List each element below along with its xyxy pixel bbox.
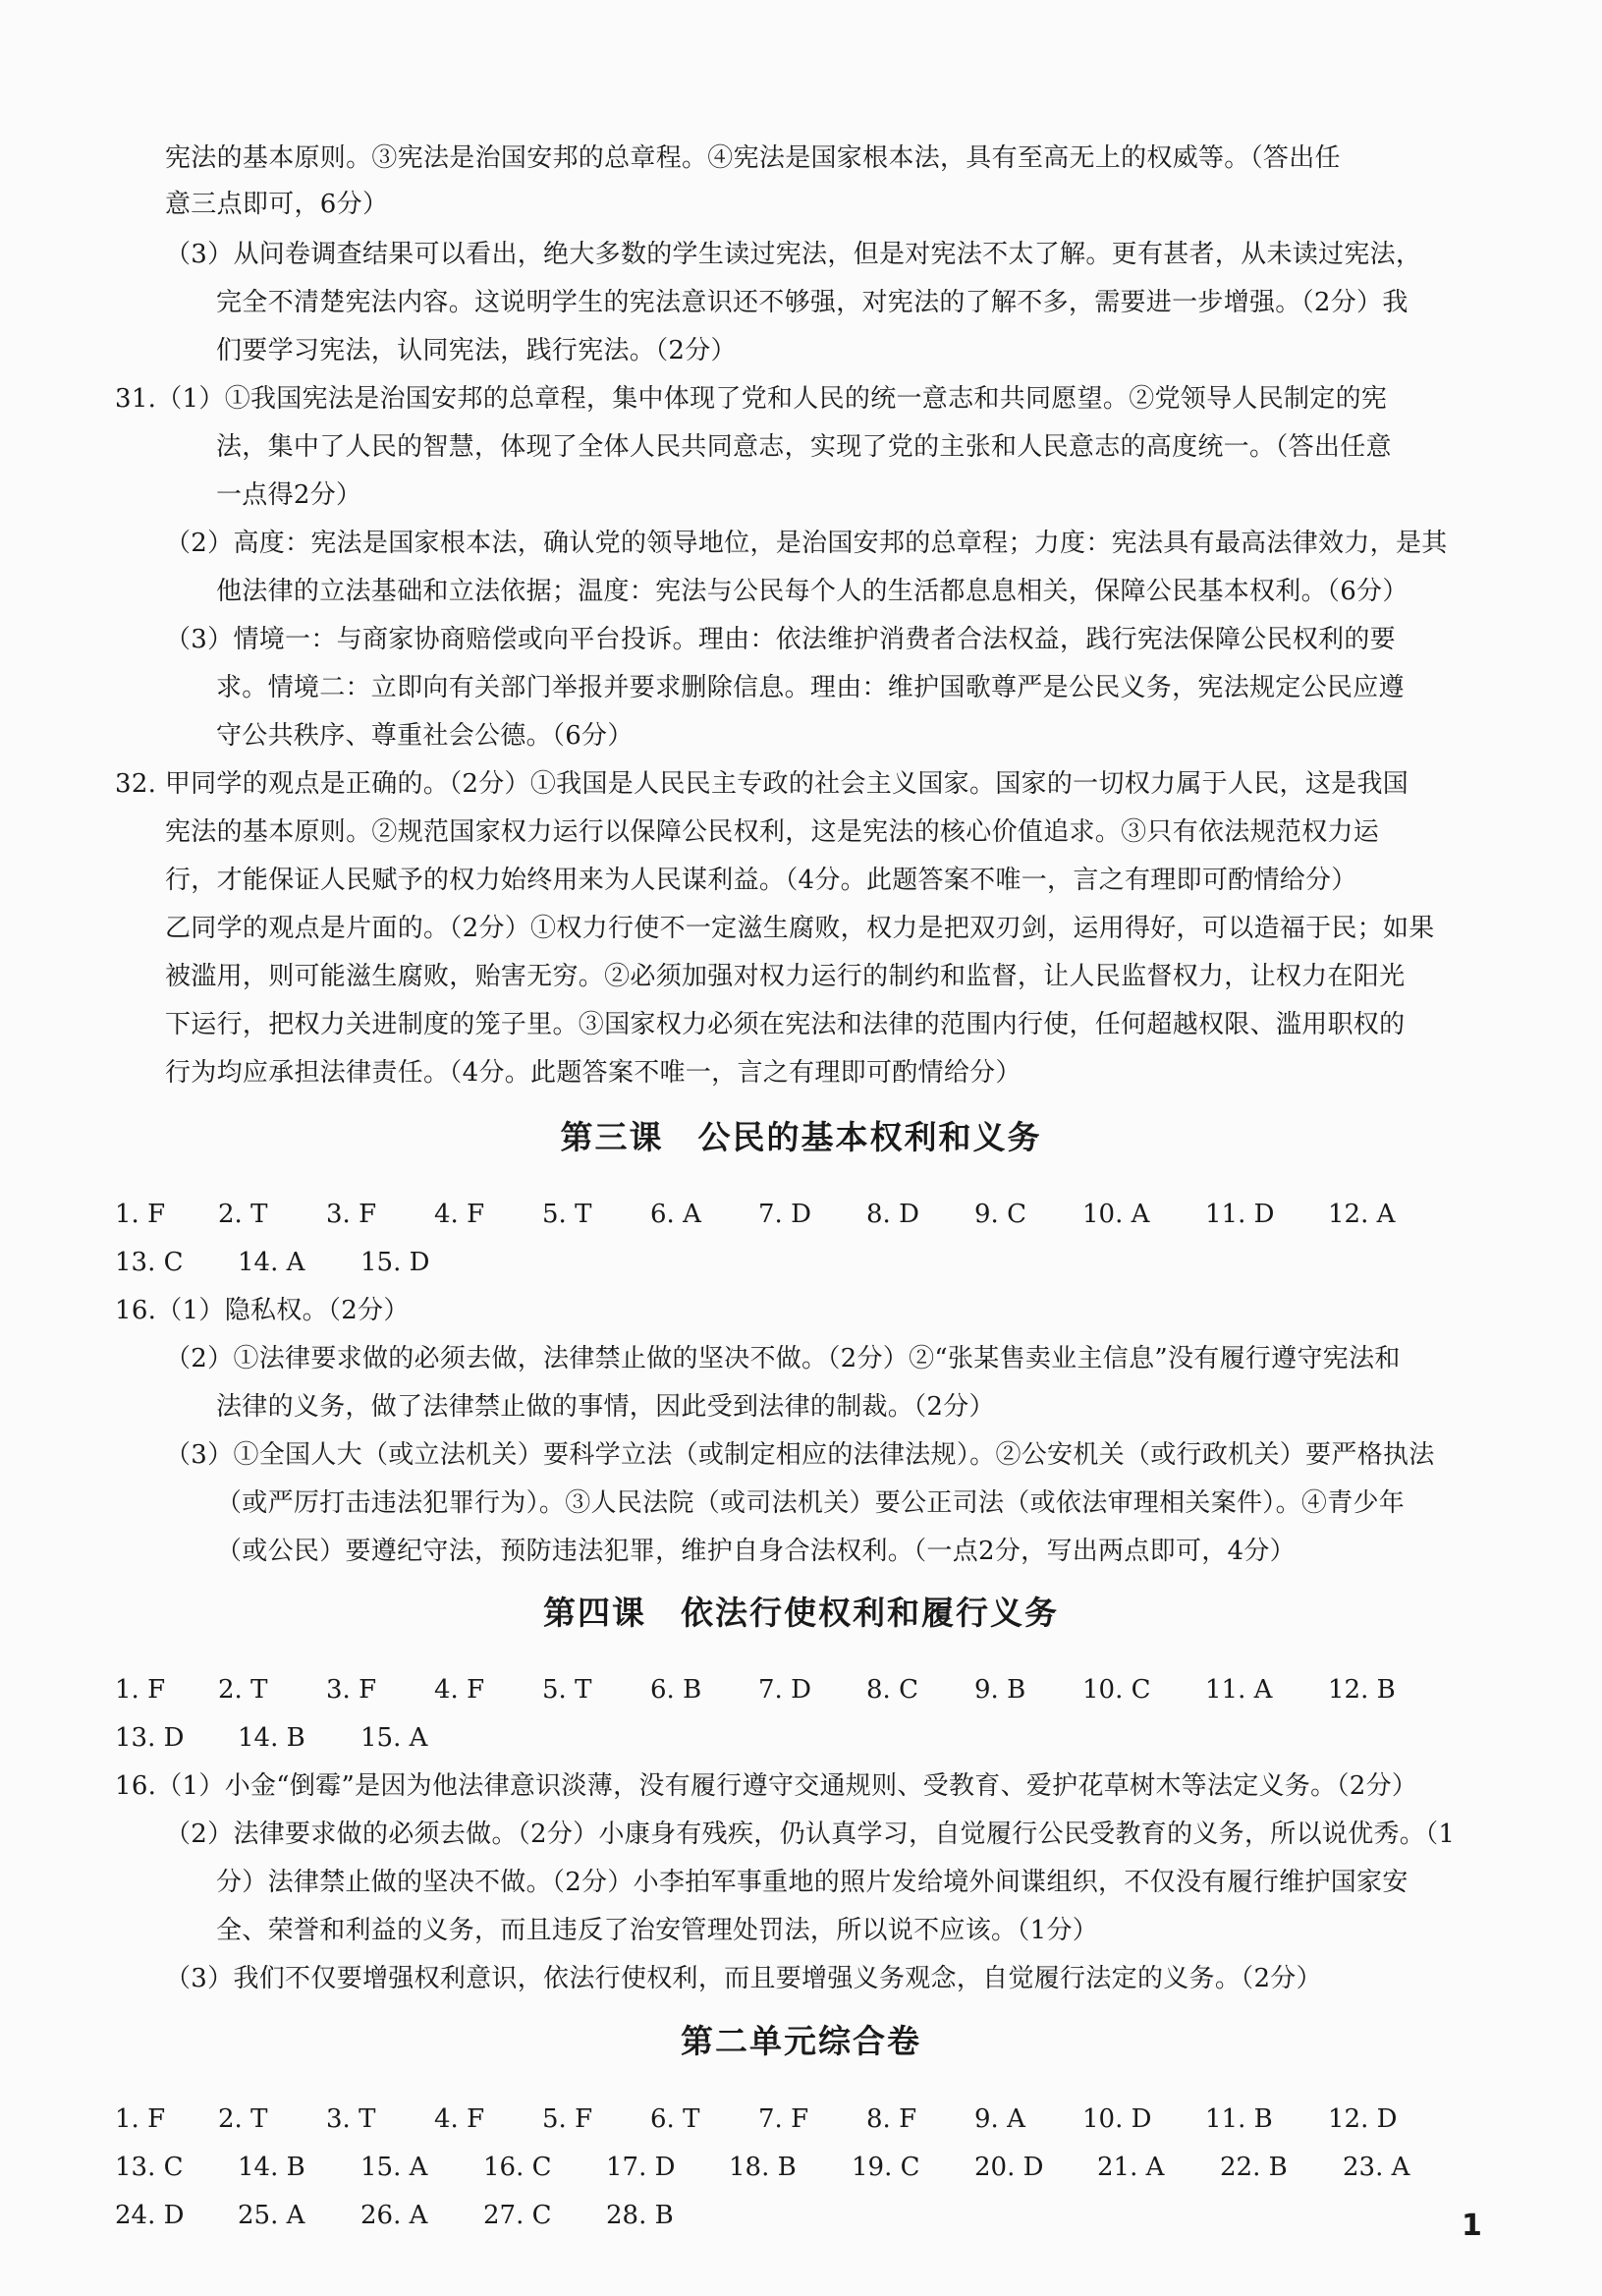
answer-item: 21. A bbox=[1097, 2153, 1165, 2182]
text-line: （或严厉打击违法犯罪行为）。③人民法院（或司法机关）要公正司法（或依法审理相关案件）。④青少年 bbox=[216, 1488, 1406, 1518]
answer-item: 9. B bbox=[974, 1675, 1026, 1705]
text-line: （3）情境一：与商家协商赔偿或向平台投诉。理由：依法维护消费者合法权益，践行宪法保障公民权利的要 bbox=[165, 625, 1396, 654]
answer-item: 5. T bbox=[542, 1675, 592, 1705]
text-line: 全、荣誉和利益的义务，而且违反了治安管理处罚法，所以说不应该。（1分） bbox=[216, 1916, 1099, 1945]
answer-item: 16. C bbox=[483, 2153, 552, 2182]
answer-item: 25. A bbox=[238, 2201, 305, 2230]
answer-item: 13. C bbox=[115, 2153, 184, 2182]
text-line: 们要学习宪法，认同宪法，践行宪法。（2分） bbox=[216, 336, 737, 365]
answer-item: 22. B bbox=[1220, 2153, 1288, 2182]
answer-item: 7. F bbox=[758, 2104, 809, 2134]
text-line: （2）法律要求做的必须去做。（2分）小康身有残疾，仍认真学习，自觉履行公民受教育的义务，所以说优秀。（1 bbox=[165, 1820, 1456, 1849]
answer-item: 8. F bbox=[866, 2104, 917, 2134]
answer-item: 13. C bbox=[115, 1248, 184, 1277]
answer-item: 6. T bbox=[650, 2104, 700, 2134]
answer-item: 9. A bbox=[974, 2104, 1025, 2134]
text-line: 法，集中了人民的智慧，体现了全体人民共同意志，实现了党的主张和人民意志的高度统一。（答出任意 bbox=[216, 432, 1392, 462]
answer-item: 15. A bbox=[360, 1723, 428, 1753]
answer-item: 28. B bbox=[606, 2201, 674, 2230]
answer-item: 20. D bbox=[974, 2153, 1044, 2182]
text-line: 宪法的基本原则。②规范国家权力运行以保障公民权利，这是宪法的核心价值追求。③只有依法规范权力运 bbox=[165, 817, 1380, 847]
answer-item: 24. D bbox=[115, 2201, 185, 2230]
question-16: 16.（1）隐私权。（2分） bbox=[115, 1296, 410, 1325]
answer-item: 5. F bbox=[542, 2104, 593, 2134]
answer-item: 27. C bbox=[483, 2201, 552, 2230]
text-line: （3）①全国人大（或立法机关）要科学立法（或制定相应的法律法规）。②公安机关（或行政机关）要严格执法 bbox=[165, 1440, 1435, 1470]
text-line: （或公民）要遵纪守法，预防违法犯罪，维护自身合法权利。（一点2分，写出两点即可，4分） bbox=[216, 1537, 1296, 1566]
answer-item: 14. B bbox=[238, 2153, 305, 2182]
section-heading-unit-2: 第二单元综合卷 bbox=[681, 2022, 921, 2060]
section-heading-lesson-4: 第四课 依法行使权利和履行义务 bbox=[543, 1594, 1059, 1632]
text-line: 求。情境二：立即向有关部门举报并要求删除信息。理由：维护国歌尊严是公民义务，宪法规定公民应遵 bbox=[216, 673, 1405, 702]
answer-item: 12. A bbox=[1328, 1200, 1396, 1229]
answer-item: 2. T bbox=[218, 1675, 268, 1705]
answer-item: 2. T bbox=[218, 1200, 268, 1229]
answer-item: 12. B bbox=[1328, 1675, 1396, 1705]
text-line: 下运行，把权力关进制度的笼子里。③国家权力必须在宪法和法律的范围内行使，任何超越权限、滥用职权的 bbox=[165, 1010, 1406, 1039]
answer-item: 23. A bbox=[1343, 2153, 1410, 2182]
answer-item: 10. C bbox=[1082, 1675, 1151, 1705]
text-line: 行为均应承担法律责任。（4分。此题答案不唯一，言之有理即可酌情给分） bbox=[165, 1058, 1022, 1088]
text-line: （3）我们不仅要增强权利意识，依法行使权利，而且要增强义务观念，自觉履行法定的义务。（2分） bbox=[165, 1964, 1322, 1993]
answer-item: 19. C bbox=[852, 2153, 920, 2182]
answer-item: 7. D bbox=[758, 1675, 811, 1705]
answer-item: 6. A bbox=[650, 1200, 701, 1229]
text-line: （3）从问卷调查结果可以看出，绝大多数的学生读过宪法，但是对宪法不太了解。更有甚者，从未读过宪法， bbox=[165, 240, 1422, 269]
answer-item: 2. T bbox=[218, 2104, 268, 2134]
answer-item: 14. B bbox=[238, 1723, 305, 1753]
answer-item: 3. T bbox=[326, 2104, 376, 2134]
answer-item: 6. B bbox=[650, 1675, 702, 1705]
answer-item: 26. A bbox=[360, 2201, 428, 2230]
answer-item: 1. F bbox=[115, 2104, 166, 2134]
question-32: 32. 甲同学的观点是正确的。（2分）①我国是人民民主专政的社会主义国家。国家的一切权力属于人民，这是我国 bbox=[115, 769, 1409, 799]
answer-item: 9. C bbox=[974, 1200, 1026, 1229]
text-line: 被滥用，则可能滋生腐败，贻害无穷。②必须加强对权力运行的制约和监督，让人民监督权力，让权力在阳光 bbox=[165, 962, 1406, 991]
answer-item: 12. D bbox=[1328, 2104, 1398, 2134]
text-line: 法律的义务，做了法律禁止做的事情，因此受到法律的制裁。（2分） bbox=[216, 1392, 995, 1422]
question-31: 31.（1）①我国宪法是治国安邦的总章程，集中体现了党和人民的统一意志和共同愿望。②党领导人民制定的宪 bbox=[115, 384, 1388, 414]
text-line: （2）高度：宪法是国家根本法，确认党的领导地位，是治国安邦的总章程；力度：宪法具有最高法律效力，是其 bbox=[165, 529, 1448, 558]
question-16: 16.（1）小金“倒霉”是因为他法律意识淡薄，没有履行遵守交通规则、受教育、爱护花草树木等法定义务。（2分） bbox=[115, 1771, 1418, 1801]
answer-item: 17. D bbox=[606, 2153, 676, 2182]
section-heading-lesson-3: 第三课 公民的基本权利和义务 bbox=[560, 1118, 1042, 1156]
text-line: 守公共秩序、尊重社会公德。（6分） bbox=[216, 721, 634, 751]
answer-item: 8. D bbox=[866, 1200, 919, 1229]
answer-item: 11. A bbox=[1205, 1675, 1273, 1705]
answer-item: 14. A bbox=[238, 1248, 305, 1277]
page-number: 1 bbox=[1462, 2209, 1482, 2243]
text-line: 意三点即可，6分） bbox=[165, 190, 389, 219]
text-line: 乙同学的观点是片面的。（2分）①权力行使不一定滋生腐败，权力是把双刃剑，运用得好，可以造福于民；如果 bbox=[165, 914, 1435, 943]
text-line: 完全不清楚宪法内容。这说明学生的宪法意识还不够强，对宪法的了解不多，需要进一步增强。（2分）我 bbox=[216, 288, 1409, 317]
answer-item: 4. F bbox=[434, 1200, 485, 1229]
answer-item: 11. D bbox=[1205, 1200, 1275, 1229]
text-line: 他法律的立法基础和立法依据；温度：宪法与公民每个人的生活都息息相关，保障公民基本权利。（6分） bbox=[216, 577, 1409, 606]
text-line: 分）法律禁止做的坚决不做。（2分）小李拍军事重地的照片发给境外间谍组织，不仅没有履行维护国家安 bbox=[216, 1868, 1409, 1897]
answer-item: 4. F bbox=[434, 2104, 485, 2134]
answer-item: 11. B bbox=[1205, 2104, 1273, 2134]
answer-item: 8. C bbox=[866, 1675, 918, 1705]
answer-item: 3. F bbox=[326, 1675, 377, 1705]
answer-item: 1. F bbox=[115, 1675, 166, 1705]
answer-item: 10. D bbox=[1082, 2104, 1152, 2134]
text-line: 一点得2分） bbox=[216, 480, 362, 510]
answer-item: 10. A bbox=[1082, 1200, 1150, 1229]
text-line: （2）①法律要求做的必须去做，法律禁止做的坚决不做。（2分）②“张某售卖业主信息”没有履行遵守宪法和 bbox=[165, 1344, 1401, 1373]
answer-item: 18. B bbox=[729, 2153, 797, 2182]
answer-item: 4. F bbox=[434, 1675, 485, 1705]
answer-item: 15. D bbox=[360, 1248, 430, 1277]
answer-item: 5. T bbox=[542, 1200, 592, 1229]
answer-item: 15. A bbox=[360, 2153, 428, 2182]
answer-item: 1. F bbox=[115, 1200, 166, 1229]
answer-item: 13. D bbox=[115, 1723, 185, 1753]
text-line: 行，才能保证人民赋予的权力始终用来为人民谋利益。（4分。此题答案不唯一，言之有理即可酌情给分） bbox=[165, 866, 1357, 895]
answer-item: 3. F bbox=[326, 1200, 377, 1229]
text-line: 宪法的基本原则。③宪法是治国安邦的总章程。④宪法是国家根本法，具有至高无上的权威等。（答出任 bbox=[165, 143, 1341, 173]
answer-item: 7. D bbox=[758, 1200, 811, 1229]
